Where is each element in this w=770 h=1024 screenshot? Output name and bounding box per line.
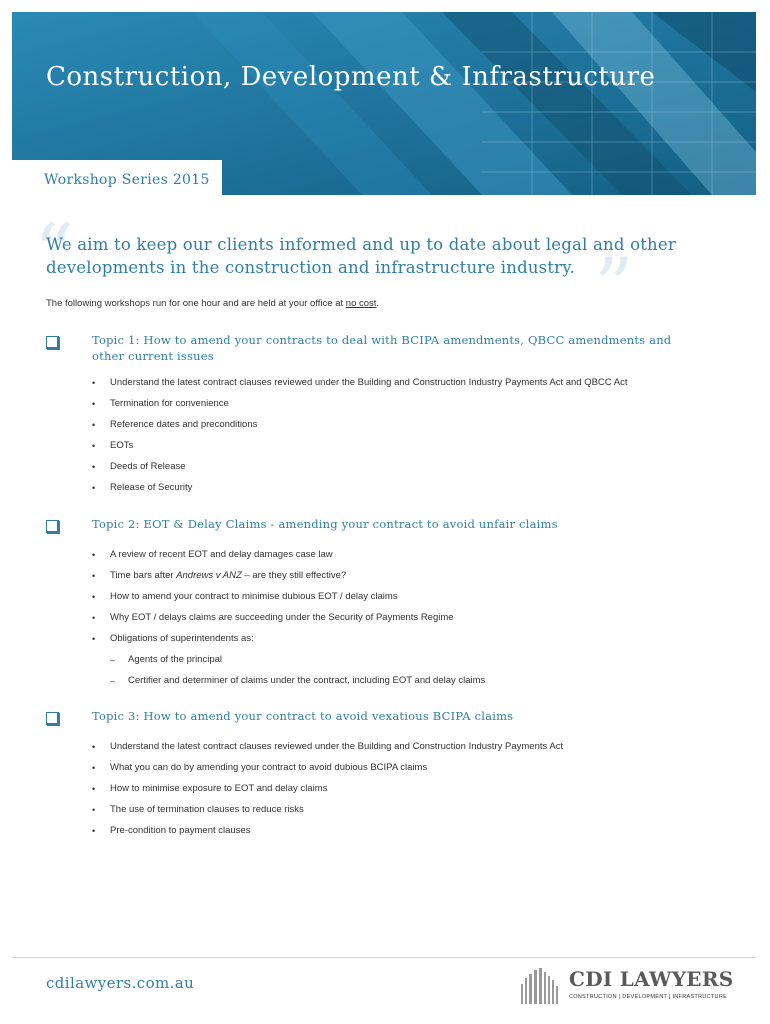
list-item: • Obligations of superintendents as: bbox=[92, 633, 254, 644]
list-item: • Pre-condition to payment clauses bbox=[92, 825, 251, 836]
intro-prefix: The following workshops run for one hour and are held at your office at bbox=[46, 298, 346, 309]
intro-emphasis: no cost bbox=[345, 298, 377, 309]
topic-title: Topic 1: How to amend your contracts to deal with BCIPA amendments, QBCC amendments and other current issues bbox=[92, 333, 672, 363]
bullet-icon: • bbox=[92, 483, 96, 493]
dash-icon: – bbox=[110, 676, 116, 686]
sub-list-item: – Agents of the principal bbox=[110, 654, 223, 665]
bullet-icon: • bbox=[92, 462, 96, 472]
bullet-icon: • bbox=[92, 420, 96, 430]
list-item: • How to amend your contract to minimise dubious EOT / delay claims bbox=[92, 591, 398, 602]
list-item: • Time bars after Andrews v ANZ – are they still effective? bbox=[92, 570, 347, 581]
sub-list-item: – Certifier and determiner of claims under the contract, including EOT and delay claims bbox=[110, 675, 486, 686]
list-item: • Understand the latest contract clauses reviewed under the Building and Construction Industry Payments Act bbox=[92, 741, 564, 752]
bullet-icon: • bbox=[92, 399, 96, 409]
checkbox-icon bbox=[46, 336, 59, 349]
list-item: • What you can do by amending your contract to avoid dubious BCIPA claims bbox=[92, 762, 428, 773]
topic-2-list bbox=[92, 549, 485, 696]
list-item: • Reference dates and preconditions bbox=[92, 419, 258, 430]
topic-title: Topic 3: How to amend your contract to avoid vexatious BCIPA claims bbox=[92, 709, 514, 723]
website-link[interactable]: cdilawyers.com.au bbox=[46, 974, 195, 992]
bullet-icon: • bbox=[92, 826, 96, 836]
series-tab bbox=[12, 160, 222, 198]
bullet-icon: • bbox=[92, 441, 96, 451]
bullet-icon: • bbox=[92, 592, 96, 602]
bullet-icon: • bbox=[92, 378, 96, 388]
bullet-icon: • bbox=[92, 550, 96, 560]
list-item: • Release of Security bbox=[92, 482, 193, 493]
dash-icon: – bbox=[110, 655, 116, 665]
list-item: • Deeds of Release bbox=[92, 461, 186, 472]
list-item: • Why EOT / delays claims are succeeding under the Security of Payments Regime bbox=[92, 612, 454, 623]
lead-statement: We aim to keep our clients informed and up to date about legal and other developments in the construction and infrastructure industry. bbox=[46, 235, 676, 277]
bullet-icon: • bbox=[92, 742, 96, 752]
list-item: • How to minimise exposure to EOT and delay claims bbox=[92, 783, 328, 794]
intro-text bbox=[46, 298, 379, 309]
bullet-icon: • bbox=[92, 805, 96, 815]
footer-divider bbox=[12, 957, 756, 958]
intro-suffix: . bbox=[376, 298, 380, 309]
checkbox-icon bbox=[46, 712, 59, 725]
company-logo bbox=[517, 966, 733, 1006]
logo-tagline: CONSTRUCTION | DEVELOPMENT | INFRASTRUCTURE bbox=[569, 994, 728, 1000]
list-item: • The use of termination clauses to reduce risks bbox=[92, 804, 304, 815]
page-title: Construction, Development & Infrastructure bbox=[46, 62, 656, 92]
bullet-icon: • bbox=[92, 613, 96, 623]
close-quote-icon: ” bbox=[594, 242, 634, 332]
bullet-icon: • bbox=[92, 763, 96, 773]
building-bars-icon bbox=[517, 966, 565, 1006]
list-item: • EOTs bbox=[92, 440, 134, 451]
topic-3-list bbox=[92, 741, 563, 846]
topic-1-list bbox=[92, 377, 628, 503]
open-quote-icon: “ bbox=[34, 208, 74, 298]
topic-title: Topic 2: EOT & Delay Claims - amending your contract to avoid unfair claims bbox=[92, 517, 558, 531]
bullet-icon: • bbox=[92, 634, 96, 644]
list-item: • Understand the latest contract clauses reviewed under the Building and Construction Industry Payments Act and QBCC Act bbox=[92, 377, 628, 388]
list-item: • A review of recent EOT and delay damages case law bbox=[92, 549, 333, 560]
bullet-icon: • bbox=[92, 784, 96, 794]
series-label: Workshop Series 2015 bbox=[44, 172, 210, 188]
bullet-icon: • bbox=[92, 571, 96, 581]
checkbox-icon bbox=[46, 520, 59, 533]
list-item: • Termination for convenience bbox=[92, 398, 229, 409]
logo-name: CDI LAWYERS bbox=[569, 967, 734, 991]
